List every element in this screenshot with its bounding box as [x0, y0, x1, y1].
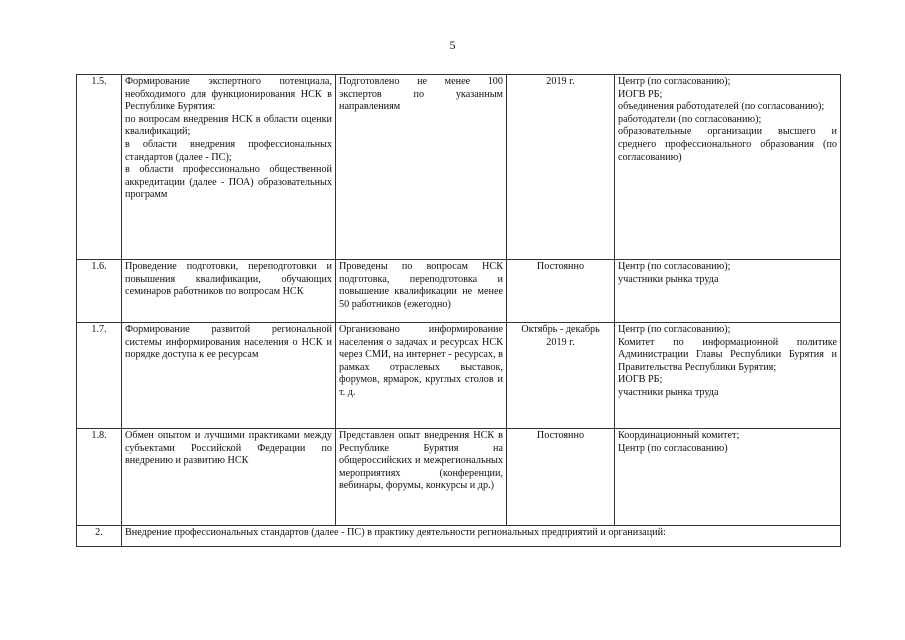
- table-row: [77, 429, 841, 526]
- responsible-cell: Центр (по согласованию); Комитет по информационной политике Администрации Главы Республики Бурятия и Правительства Республики Бурятия; ИОГВ РБ; участники рынка труда: [615, 323, 841, 429]
- row-number: 1.7.: [77, 323, 122, 429]
- activity-cell: Формирование экспертного потенциала, необходимого для функционирования НСК в Республике Бурятия: по вопросам внедрения НСК в области оценки квалификаций; в области внедрения профессиональных стандартов (далее - ПС); в области профессионально общественной аккредитации (далее - ПОА) образовательных программ: [122, 75, 336, 260]
- row-number: 1.5.: [77, 75, 122, 260]
- result-cell: Проведены по вопросам НСК подготовка, переподготовка и повышение квалификации не менее 50 работников (ежегодно): [336, 260, 507, 323]
- term-cell: 2019 г.: [507, 75, 615, 260]
- plan-table: [76, 74, 841, 547]
- table-row: [77, 75, 841, 260]
- activity-cell: Обмен опытом и лучшими практиками между субъектами Российской Федерации по внедрению и развитию НСК: [122, 429, 336, 526]
- responsible-cell: Координационный комитет; Центр (по согласованию): [615, 429, 841, 526]
- responsible-cell: Центр (по согласованию); участники рынка труда: [615, 260, 841, 323]
- table-row: [77, 260, 841, 323]
- responsible-cell: Центр (по согласованию); ИОГВ РБ; объединения работодателей (по согласованию); работодатели (по согласованию); образовательные организации высшего и среднего профессионального образования (по согласованию): [615, 75, 841, 260]
- term-cell: Постоянно: [507, 429, 615, 526]
- result-cell: Представлен опыт внедрения НСК в Республике Бурятия на общероссийских и межрегиональных мероприятиях (конференции, вебинары, форумы, конкурсы и др.): [336, 429, 507, 526]
- section-row: [77, 526, 841, 547]
- row-number: 1.6.: [77, 260, 122, 323]
- term-cell: Постоянно: [507, 260, 615, 323]
- section-title: Внедрение профессиональных стандартов (далее - ПС) в практику деятельности региональных предприятий и организаций:: [122, 526, 841, 547]
- term-cell: Октябрь - декабрь 2019 г.: [507, 323, 615, 429]
- table-row: [77, 323, 841, 429]
- result-cell: Организовано информирование населения о задачах и ресурсах НСК через СМИ, на интернет - ресурсах, в рамках отраслевых выставок, форумов, ярмарок, круглых столов и т. д.: [336, 323, 507, 429]
- activity-cell: Проведение подготовки, переподготовки и повышения квалификации, обучающих семинаров работников по вопросам НСК: [122, 260, 336, 323]
- row-number: 1.8.: [77, 429, 122, 526]
- result-cell: Подготовлено не менее 100 экспертов по указанным направлениям: [336, 75, 507, 260]
- page-number: 5: [449, 38, 456, 52]
- activity-cell: Формирование развитой региональной системы информирования населения о НСК и порядке доступа к ее ресурсам: [122, 323, 336, 429]
- section-number: 2.: [77, 526, 122, 547]
